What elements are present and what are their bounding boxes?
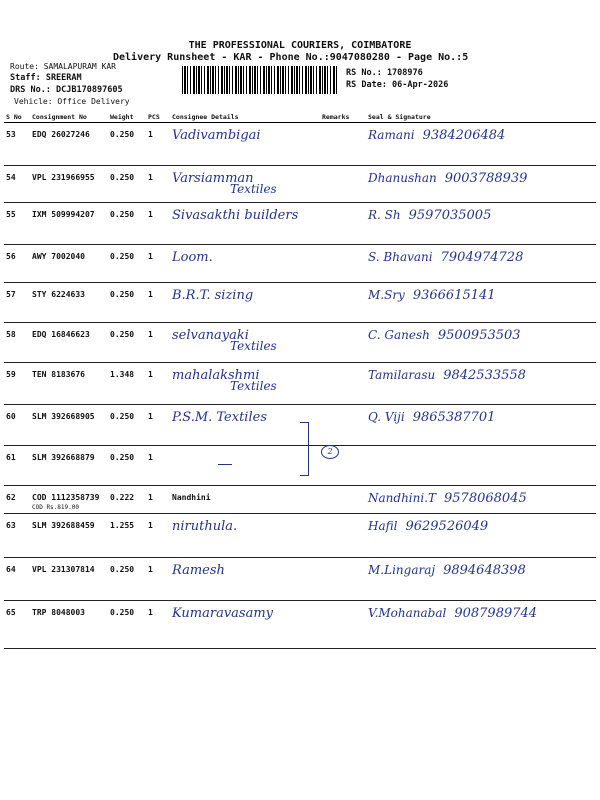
consignee-name-line2: Textiles — [230, 379, 277, 393]
consignment-number: SLM 392668879 — [32, 453, 95, 462]
row-pcs: 1 — [146, 363, 170, 405]
row-consignee — [170, 203, 320, 245]
row-signature — [366, 166, 596, 203]
row-consignee — [170, 363, 320, 405]
row-consignee — [170, 601, 320, 649]
table-header — [4, 111, 596, 123]
consignee-name: Varsiamman — [172, 171, 254, 186]
row-signature — [366, 283, 596, 323]
col-consignment: Consignment No — [30, 111, 108, 123]
signature: Tamilarasu — [368, 368, 436, 382]
table-row — [4, 601, 596, 649]
consignment-number: VPL 231307814 — [32, 565, 95, 574]
row-signature — [366, 558, 596, 601]
signature: Dhanushan — [368, 171, 437, 185]
row-weight: 0.250 — [108, 123, 146, 166]
row-sno: 56 — [4, 245, 30, 283]
row-remarks — [320, 166, 366, 203]
row-remarks — [320, 405, 366, 446]
barcode — [182, 66, 338, 94]
signature: C. Ganesh — [368, 328, 430, 342]
consignee-name: Ramesh — [172, 563, 225, 578]
drs-number: DRS No.: DCJB170897605 — [10, 85, 123, 95]
row-remarks — [320, 601, 366, 649]
row-signature — [366, 123, 596, 166]
row-signature — [366, 203, 596, 245]
col-consignee: Consignee Details — [170, 111, 320, 123]
consignee-name: B.R.T. sizing — [172, 288, 254, 303]
row-remarks — [320, 123, 366, 166]
row-pcs: 1 — [146, 123, 170, 166]
receiver-phone: 9865387701 — [412, 410, 496, 425]
signature: Ramani — [368, 128, 415, 142]
row-sno: 65 — [4, 601, 30, 649]
receiver-phone: 7904974728 — [440, 250, 524, 265]
row-consignee — [170, 166, 320, 203]
receiver-phone: 9629526049 — [405, 519, 489, 534]
consignee-name-line2: Textiles — [230, 182, 277, 196]
consignment-number: SLM 392688459 — [32, 521, 95, 530]
row-sno: 54 — [4, 166, 30, 203]
receiver-phone: 9842533558 — [443, 368, 526, 383]
signature: R. Sh — [368, 208, 401, 222]
receiver-phone: 9003788939 — [444, 171, 528, 186]
col-remarks: Remarks — [320, 111, 366, 123]
signature: Q. Viji — [368, 410, 405, 424]
company-title: THE PROFESSIONAL COURIERS, COIMBATORE — [188, 40, 412, 51]
row-consignment — [30, 203, 108, 245]
row-sno: 53 — [4, 123, 30, 166]
row-signature — [366, 323, 596, 363]
runsheet-subtitle: Delivery Runsheet - KAR - Phone No.:9047080280 - Page No.:5 — [113, 52, 469, 63]
row-weight: 0.250 — [108, 283, 146, 323]
receiver-phone: 9578068045 — [444, 491, 527, 506]
consignee-name: Vadivambigai — [172, 128, 261, 143]
row-weight: 1.255 — [108, 514, 146, 558]
row-signature — [366, 601, 596, 649]
signature: S. Bhavani — [368, 250, 433, 264]
row-pcs: 1 — [146, 245, 170, 283]
row-consignment — [30, 323, 108, 363]
row-weight: 0.250 — [108, 446, 146, 486]
col-weight: Weight — [108, 111, 146, 123]
consignment-number: TEN 8183676 — [32, 370, 85, 379]
row-consignment — [30, 123, 108, 166]
col-pcs: PCS — [146, 111, 170, 123]
consignee-name: selvanayaki — [172, 328, 249, 343]
row-sno: 55 — [4, 203, 30, 245]
row-signature — [366, 514, 596, 558]
row-consignment — [30, 363, 108, 405]
consignment-number: AWY 7002040 — [32, 252, 85, 261]
row-sno: 59 — [4, 363, 30, 405]
row-remarks — [320, 514, 366, 558]
table-row — [4, 558, 596, 601]
row-consignee — [170, 486, 320, 514]
row-pcs: 1 — [146, 601, 170, 649]
handwritten-dash — [218, 464, 232, 465]
row-signature — [366, 405, 596, 446]
row-consignee — [170, 405, 320, 446]
consignee-name: niruthula. — [172, 519, 238, 534]
signature: V.Mohanabal — [368, 606, 447, 620]
consignee-name: P.S.M. Textiles — [172, 410, 267, 425]
row-remarks — [320, 558, 366, 601]
row-remarks — [320, 363, 366, 405]
consignment-number: EDQ 16846623 — [32, 330, 90, 339]
row-pcs: 1 — [146, 323, 170, 363]
consignee-name: Kumaravasamy — [172, 606, 274, 621]
row-consignee — [170, 446, 320, 486]
row-consignment — [30, 245, 108, 283]
table-row — [4, 166, 596, 203]
row-sno: 60 — [4, 405, 30, 446]
row-consignee — [170, 245, 320, 283]
row-sno: 58 — [4, 323, 30, 363]
consignee-name: Loom. — [172, 250, 213, 265]
row-remarks — [320, 245, 366, 283]
table-row — [4, 203, 596, 245]
row-weight: 0.250 — [108, 166, 146, 203]
handwritten-circle-note: 2 — [321, 445, 339, 459]
consignment-number: IXM 509994207 — [32, 210, 95, 219]
staff-label: Staff: SREERAM — [10, 73, 82, 83]
consignment-number: TRP 8048003 — [32, 608, 85, 617]
row-remarks — [320, 486, 366, 514]
row-pcs: 1 — [146, 405, 170, 446]
receiver-phone: 9500953503 — [437, 328, 521, 343]
row-consignment — [30, 446, 108, 486]
row-sno: 64 — [4, 558, 30, 601]
row-pcs: 1 — [146, 446, 170, 486]
row-sno: 57 — [4, 283, 30, 323]
row-weight: 0.222 — [108, 486, 146, 514]
row-consignee — [170, 558, 320, 601]
row-remarks — [320, 283, 366, 323]
row-weight: 0.250 — [108, 601, 146, 649]
row-weight: 0.250 — [108, 405, 146, 446]
route-label: Route: SAMALAPURAM KAR — [10, 62, 116, 71]
row-consignee — [170, 123, 320, 166]
row-consignment — [30, 283, 108, 323]
table-row — [4, 514, 596, 558]
row-consignee — [170, 283, 320, 323]
row-weight: 1.348 — [108, 363, 146, 405]
row-weight: 0.250 — [108, 245, 146, 283]
receiver-phone: 9384206484 — [422, 128, 506, 143]
handwritten-bracket — [300, 422, 309, 476]
table-row — [4, 283, 596, 323]
row-consignment — [30, 486, 108, 514]
signature: Nandhini.T — [368, 491, 437, 505]
col-seal: Seal & Signature — [366, 111, 596, 123]
receiver-phone: 9894648398 — [443, 563, 526, 578]
row-sno: 61 — [4, 446, 30, 486]
table-row — [4, 123, 596, 166]
row-consignment — [30, 405, 108, 446]
consignee-name: mahalakshmi — [172, 368, 260, 383]
consignee-name: Sivasakthi builders — [172, 208, 299, 223]
row-pcs: 1 — [146, 203, 170, 245]
consignee-name-line2: Textiles — [230, 339, 277, 353]
receiver-phone: 9087989744 — [454, 606, 538, 621]
consignment-number: EDQ 26027246 — [32, 130, 90, 139]
row-consignment — [30, 558, 108, 601]
row-weight: 0.250 — [108, 323, 146, 363]
row-sno: 63 — [4, 514, 30, 558]
table-row — [4, 363, 596, 405]
row-pcs: 1 — [146, 558, 170, 601]
cod-amount: COD Rs.819.00 — [32, 504, 79, 511]
receiver-phone: 9366615141 — [412, 288, 496, 303]
row-consignee — [170, 514, 320, 558]
table-row — [4, 245, 596, 283]
row-weight: 0.250 — [108, 558, 146, 601]
consignee-name: Nandhini — [172, 493, 211, 502]
vehicle-label: Vehicle: Office Delivery — [14, 97, 130, 106]
row-signature — [366, 363, 596, 405]
row-signature — [366, 486, 596, 514]
runsheet-table — [4, 111, 596, 649]
signature: M.Sry — [368, 288, 405, 302]
row-pcs: 1 — [146, 486, 170, 514]
table-row — [4, 486, 596, 514]
consignment-number: VPL 231966955 — [32, 173, 95, 182]
row-pcs: 1 — [146, 166, 170, 203]
row-consignee — [170, 323, 320, 363]
row-consignment — [30, 601, 108, 649]
row-signature — [366, 245, 596, 283]
row-signature — [366, 446, 596, 486]
signature: M.Lingaraj — [368, 563, 436, 577]
receiver-phone: 9597035005 — [408, 208, 492, 223]
rs-number: RS No.: 1708976 — [346, 68, 423, 78]
row-remarks — [320, 203, 366, 245]
consignment-number: COD 1112358739 — [32, 493, 100, 502]
rs-date: RS Date: 06-Apr-2026 — [346, 80, 449, 90]
table-row — [4, 323, 596, 363]
row-consignment — [30, 514, 108, 558]
consignment-number: STY 6224633 — [32, 290, 85, 299]
col-sno: S No — [4, 111, 30, 123]
row-pcs: 1 — [146, 514, 170, 558]
consignment-number: SLM 392668905 — [32, 412, 95, 421]
row-sno: 62 — [4, 486, 30, 514]
row-consignment — [30, 166, 108, 203]
row-remarks — [320, 323, 366, 363]
signature: Hafil — [368, 519, 398, 533]
row-weight: 0.250 — [108, 203, 146, 245]
row-pcs: 1 — [146, 283, 170, 323]
